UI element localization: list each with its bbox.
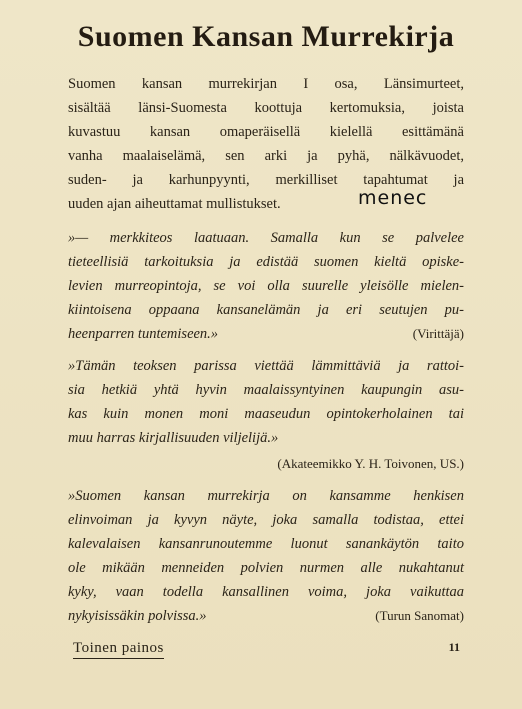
- intro-line: vanha maalaiselämä, sen arki ja pyhä, nälkävuodet,: [68, 148, 464, 164]
- intro-line: suden- ja karhunpyynti, merkilliset tapahtumat ja: [68, 172, 464, 188]
- quote-virittaja: [68, 226, 464, 346]
- page-number: 11: [448, 640, 460, 654]
- quote-line: kas kuin monen moni maaseudun opintokerholainen tai: [68, 406, 464, 422]
- quote-source: (Virittäjä): [412, 326, 464, 341]
- page-title: Suomen Kansan Murrekirja: [77, 20, 455, 53]
- quote-line: [68, 322, 464, 346]
- intro-line: sisältää länsi-Suomesta koottuja kertomuksia, joista: [68, 100, 464, 116]
- quote-line: muu harras kirjallisuuden viljelijä.»: [68, 430, 279, 446]
- quote-source: (Akateemikko Y. H. Toivonen, US.): [277, 456, 464, 471]
- quote-line: »Tämän teoksen parissa viettää lämmittäviä ja rattoi-: [68, 358, 464, 374]
- quote-line: kiintoisena oppaana kansanelämän ja eri seutujen pu-: [68, 302, 464, 318]
- intro-line: kuvastuu kansan omaperäisellä kielellä esittämänä: [68, 124, 464, 140]
- quote-line: ole mikään menneiden polvien nurmen alle nukahtanut: [68, 560, 464, 576]
- edition-label: Toinen painos: [73, 640, 164, 659]
- quote-line: »Suomen kansan murrekirja on kansamme henkisen: [68, 488, 464, 504]
- quote-line: tieteellisiä tarkoituksia ja edistää suomen kieltä opiske-: [68, 254, 464, 270]
- intro-line: uuden ajan aiheuttamat mullistukset.: [68, 196, 281, 212]
- quote-line: [68, 604, 464, 628]
- stamp-text: menec: [358, 187, 428, 209]
- quote-toivonen: [68, 354, 464, 476]
- quote-text: nykyisissäkin polvissa.»: [68, 608, 207, 624]
- quote-text: heenparren tuntemiseen.»: [68, 326, 219, 342]
- quote-source: (Turun Sanomat): [375, 608, 464, 623]
- quote-line: kyky, vaan todella kansallinen voima, joka vaikuttaa: [68, 584, 464, 600]
- page-footer: [73, 640, 460, 659]
- quote-line: kalevalaisen kansanrunoutemme luonut sanankäytön taito: [68, 536, 464, 552]
- quote-line: sia hetkiä yhtä hyvin maalaissyntyinen kaupungin asu-: [68, 382, 464, 398]
- quote-line: levien murreopintoja, se voi olla suurelle yleisölle mielen-: [68, 278, 464, 294]
- quote-line: elinvoiman ja kyvyn näyte, joka samalla todistaa, ettei: [68, 512, 464, 528]
- quote-line: »— merkkiteos laatuaan. Samalla kun se palvelee: [68, 230, 464, 246]
- intro-line: Suomen kansan murrekirjan I osa, Länsimurteet,: [68, 76, 464, 92]
- quote-turun-sanomat: [68, 484, 464, 628]
